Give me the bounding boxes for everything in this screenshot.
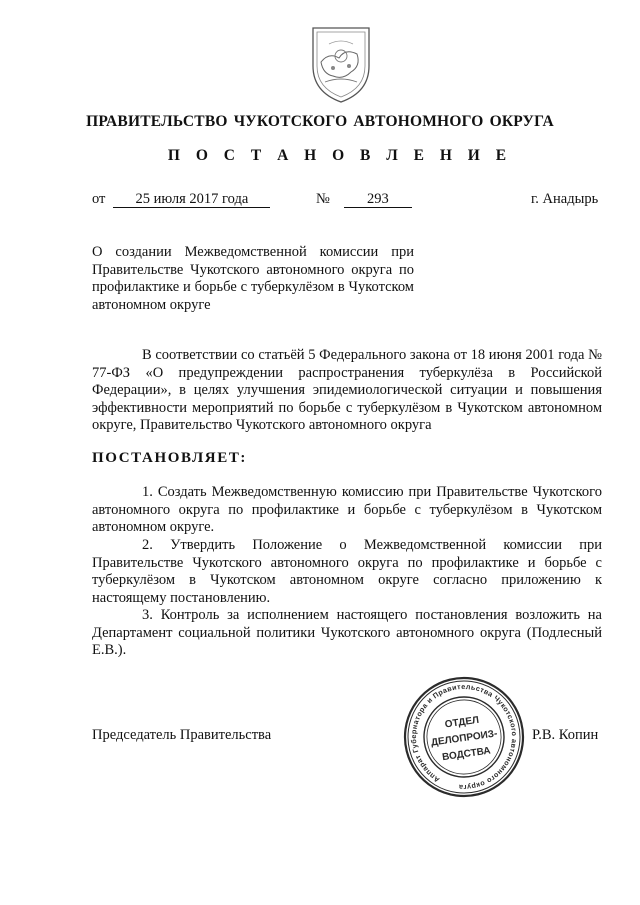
- preamble-paragraph: В соответствии со статьёй 5 Федерального закона от 18 июня 2001 года № 77-ФЗ «О предупреждении распространения туберкулёза в Российской Федерации», в целях улучшения эпидемиологической ситуации и повышения эффективности мероприятий по борьбе с туберкулёзом в Чукотском автономном округе, Правительство Чукотского автономного округа: [92, 347, 602, 433]
- document-number: 293: [344, 192, 412, 208]
- office-stamp: [402, 675, 526, 799]
- date-prefix: от: [92, 191, 106, 207]
- document-place: г. Анадырь: [531, 191, 599, 207]
- document-subject: О создании Межведомственной комиссии при Правительстве Чукотского автономного округа по профилактике и борьбе с туберкулёзом в Чукотском автономном округе: [92, 244, 414, 313]
- resolves-heading: ПОСТАНОВЛЯЕТ:: [92, 450, 248, 466]
- stamp-line-1: ОТДЕЛ: [444, 714, 480, 731]
- resolution-item: 3. Контроль за исполнением настоящего постановления возложить на Департамент социальной политики Чукотского автономного округа (Подлесный Е.В.).: [92, 607, 602, 658]
- stamp-line-2: ДЕЛОПРОИЗ-: [430, 728, 499, 749]
- number-line: [316, 191, 412, 208]
- resolution-item: 2. Утвердить Положение о Межведомственной комиссии при Правительстве Чукотского автономного округа по профилактике и борьбе с туберкулёзом в Чукотском автономном округе согласно приложению к настоящему постановлению.: [92, 537, 602, 606]
- signatory-title: Председатель Правительства: [92, 727, 272, 743]
- number-prefix: №: [316, 191, 330, 207]
- document-date: 25 июля 2017 года: [113, 192, 270, 208]
- stamp-ring-text: Аппарат Губернатора и Правительства Чукотского автономного округа: [408, 681, 520, 793]
- date-line: [92, 191, 270, 208]
- government-title: ПРАВИТЕЛЬСТВО ЧУКОТСКОГО АВТОНОМНОГО ОКРУГА: [86, 113, 554, 130]
- resolution-item: 1. Создать Межведомственную комиссию при Правительстве Чукотского автономного округа по профилактике и борьбе с туберкулёзом в Чукотском автономном округе.: [92, 484, 602, 535]
- signatory-name: Р.В. Копин: [532, 727, 599, 743]
- document-type-title: П О С Т А Н О В Л Е Н И Е: [167, 147, 513, 164]
- coat-of-arms-icon: [305, 22, 377, 106]
- stamp-line-3: ВОДСТВА: [441, 745, 492, 764]
